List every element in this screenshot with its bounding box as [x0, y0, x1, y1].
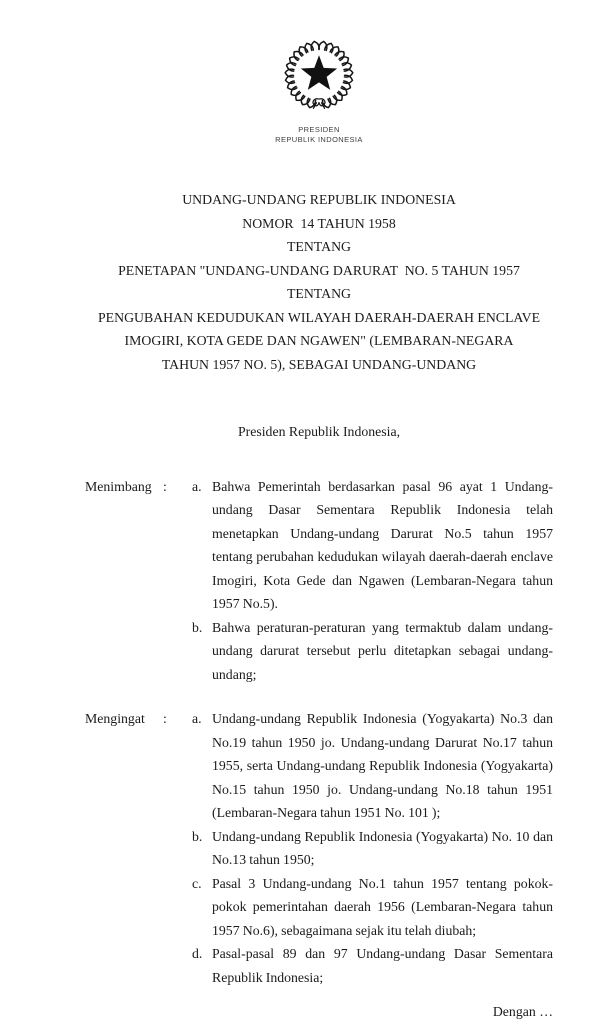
section-separator: : [163, 711, 167, 726]
star-icon [301, 55, 337, 90]
section-items [192, 475, 553, 687]
letterhead [85, 125, 553, 144]
item-marker: c. [192, 875, 202, 891]
salutation: Presiden Republik Indonesia, [237, 424, 401, 439]
item-text: Undang-undang Republik Indonesia (Yogyakarta) No. 10 dan No.13 tahun 1950; [212, 828, 553, 867]
item-marker: b. [192, 619, 203, 635]
list-item [192, 872, 553, 943]
section-mengingat [85, 707, 553, 989]
item-marker: a. [192, 711, 202, 726]
title-line-5: PENGUBAHAN KEDUDUKAN WILAYAH DAERAH-DAERAH ENCLAVE [98, 309, 540, 325]
item-marker: a. [192, 478, 202, 494]
section-items [192, 707, 553, 989]
list-item [192, 825, 553, 872]
item-text: Bahwa peraturan-peraturan yang termaktub dalam undang-undang darurat tersebut perlu ditetapkan sebagai undang-undang; [212, 619, 553, 682]
sections [85, 475, 553, 990]
title-line-2: NOMOR 14 TAHUN 1958 [242, 215, 396, 231]
letterhead-line1: PRESIDEN [298, 125, 340, 134]
title-line-3: TENTANG [286, 239, 352, 254]
item-text: Undang-undang Republik Indonesia (Yogyakarta) No.3 dan No.19 tahun 1950 jo. Undang-undang Darurat No.17 tahun 1955, serta Undang-undang Republik Indonesia (Yogyakarta) No.15 tahun 1950 jo. Undang-undang No.18 tahun 1951 (Lembaran-Negara tahun 1951 No. 101 ); [212, 711, 553, 820]
document-title [85, 188, 553, 376]
item-text: Bahwa Pemerintah berdasarkan pasal 96 ayat 1 Undang-undang Dasar Sementara Republik Indonesia telah menetapkan Undang-undang Darurat No.5 tahun 1957 tentang perubahan kedudukan wilayah daerah-daerah enclave Imogiri, Kota Gede dan Ngawen (Lembaran-Negara tahun 1957 No.5). [212, 478, 553, 611]
item-marker: b. [192, 828, 203, 844]
item-marker: d. [192, 946, 203, 961]
section-separator: : [163, 478, 167, 494]
list-item [192, 475, 553, 616]
star-wreath-icon [282, 38, 356, 112]
item-text: Pasal 3 Undang-undang No.1 tahun 1957 tentang pokok-pokok pemerintahan daerah 1956 (Lembaran-Negara tahun 1957 No.6), sebagaimana sejak itu telah diubah; [212, 875, 553, 938]
section-label: Mengingat [85, 711, 145, 726]
list-item [192, 707, 553, 825]
section-label: Menimbang [85, 478, 152, 494]
title-line-4: PENETAPAN "UNDANG-UNDANG DARURAT NO. 5 TAHUN 1957 TENTANG [118, 262, 524, 301]
presidential-emblem [282, 38, 356, 112]
list-item [192, 942, 553, 989]
title-line-1: UNDANG-UNDANG REPUBLIK INDONESIA [182, 192, 456, 207]
list-item [192, 616, 553, 687]
letterhead-line2: REPUBLIK INDONESIA [275, 134, 363, 144]
title-line-6: IMOGIRI, KOTA GEDE DAN NGAWEN" (LEMBARAN-NEGARA [124, 333, 514, 348]
section-menimbang [85, 475, 553, 687]
item-text: Pasal-pasal 89 dan 97 Undang-undang Dasar Sementara Republik Indonesia; [212, 946, 553, 985]
continuation-marker: Dengan … [492, 1004, 553, 1019]
title-line-7: TAHUN 1957 NO. 5), SEBAGAI UNDANG-UNDANG [161, 356, 477, 372]
document-content [85, 0, 553, 1024]
